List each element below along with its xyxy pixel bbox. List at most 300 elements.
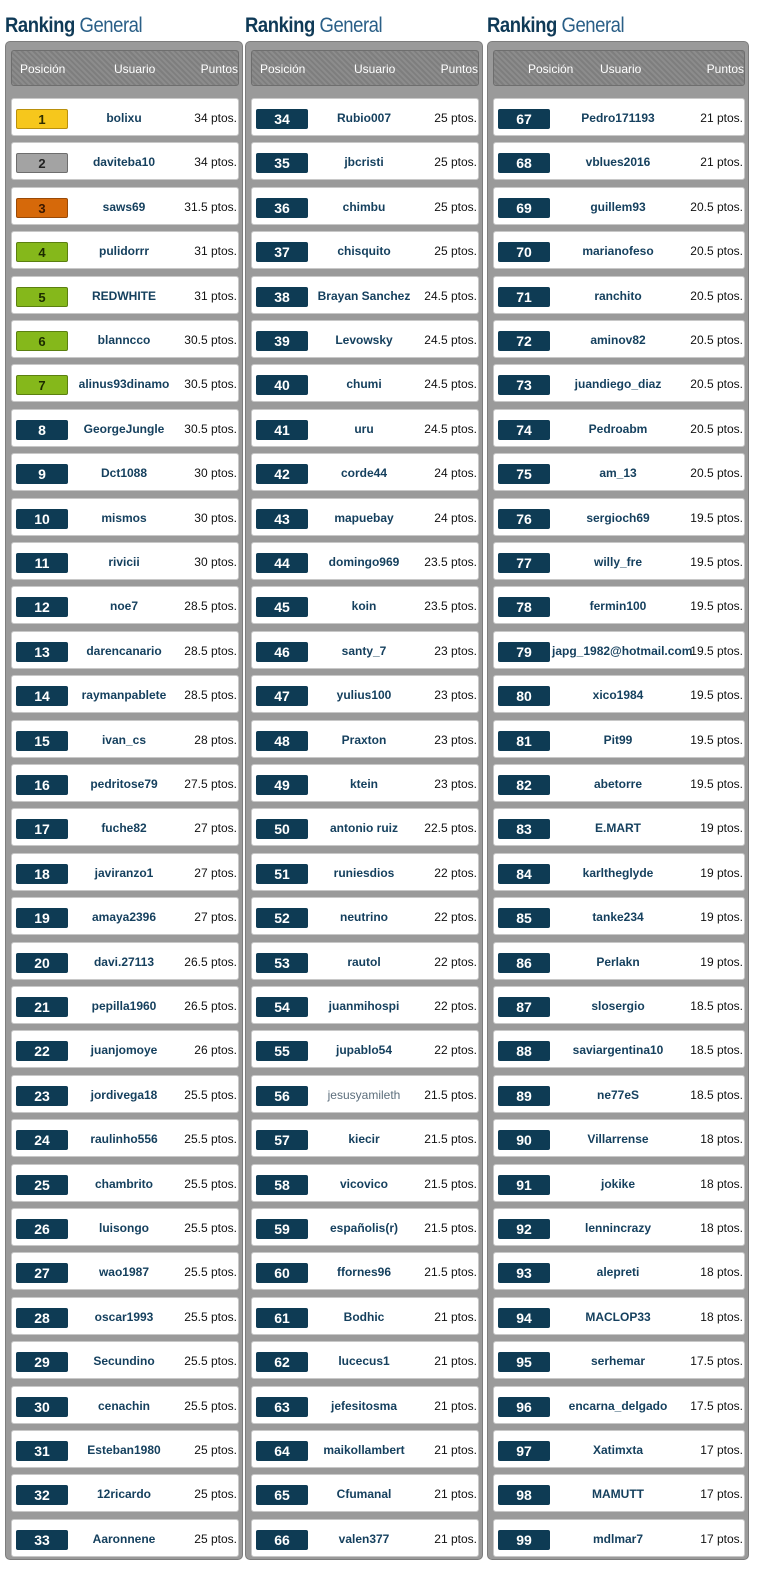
user-name[interactable]: luisongo	[99, 1221, 149, 1235]
points-value: 34 ptos.	[194, 155, 237, 170]
user-name[interactable]: encarna_delgado	[568, 1398, 668, 1413]
position-badge: 86	[498, 953, 550, 973]
ranking-row	[493, 1075, 745, 1113]
position-badge: 85	[498, 908, 550, 928]
user-name[interactable]: mdlmar7	[592, 1531, 644, 1546]
user-name[interactable]: jokike	[600, 1176, 636, 1191]
position-badge: 47	[256, 686, 308, 706]
user-name[interactable]: Perlakn	[596, 954, 640, 969]
user-name[interactable]: Aaronnene	[92, 1531, 156, 1546]
position-badge: 19	[16, 908, 68, 928]
position-badge: 53	[256, 953, 308, 973]
user-name[interactable]: cenachin	[97, 1398, 151, 1413]
position-badge: 79	[498, 642, 550, 662]
ranking-row	[11, 1297, 239, 1335]
user-name[interactable]: aminov82	[590, 333, 646, 347]
points-value: 25 ptos.	[194, 1531, 237, 1546]
ranking-row	[493, 1164, 745, 1202]
points-value: 18 ptos.	[700, 1132, 743, 1147]
user-name[interactable]: saws69	[102, 199, 146, 214]
position-badge: 38	[256, 287, 308, 307]
ranking-row	[11, 1208, 239, 1246]
position-badge: 13	[16, 642, 68, 662]
points-value: 20.5 ptos.	[690, 199, 743, 214]
user-name[interactable]: koin	[351, 599, 377, 614]
ranking-row	[493, 231, 745, 269]
ranking-row	[251, 720, 479, 758]
user-name[interactable]: Brayan Sanchez	[317, 288, 411, 303]
user-name[interactable]: tanke234	[592, 910, 644, 925]
position-badge: 92	[498, 1219, 550, 1239]
user-name[interactable]: vblues2016	[585, 155, 651, 170]
position-badge: 10	[16, 509, 68, 529]
position-badge: 55	[256, 1041, 308, 1061]
user-name[interactable]: juanjomoye	[90, 1043, 158, 1058]
points-value: 24.5 ptos.	[424, 377, 477, 392]
position-badge: 52	[256, 908, 308, 928]
ranking-row	[251, 1252, 479, 1290]
position-badge: 23	[16, 1086, 68, 1106]
points-value: 27 ptos.	[194, 821, 237, 836]
user-name[interactable]: Levowsky	[335, 333, 393, 347]
ranking-row	[251, 409, 479, 447]
ranking-row	[251, 364, 479, 402]
ranking-row	[493, 675, 745, 713]
user-name[interactable]: maikollambert	[323, 1443, 405, 1457]
position-badge: 26	[16, 1219, 68, 1239]
header-position: Posición	[528, 62, 574, 76]
user-name[interactable]: karltheglyde	[582, 865, 654, 880]
user-name[interactable]: jordivega18	[90, 1087, 158, 1102]
user-name[interactable]: corde44	[340, 466, 388, 481]
points-value: 25.5 ptos.	[184, 1176, 237, 1191]
position-badge: 75	[498, 464, 550, 484]
ranking-row	[493, 98, 745, 136]
points-value: 25.5 ptos.	[184, 1132, 237, 1147]
points-value: 30.5 ptos.	[184, 421, 237, 436]
points-value: 27 ptos.	[194, 910, 237, 925]
points-value: 25 ptos.	[194, 1487, 237, 1502]
user-name[interactable]: GeorgeJungle	[83, 421, 165, 436]
user-name[interactable]: noe7	[109, 599, 138, 614]
header-position: Posición	[20, 62, 66, 76]
points-value: 20.5 ptos.	[690, 244, 743, 259]
ranking-panel	[245, 41, 483, 1560]
ranking-row	[11, 1341, 239, 1379]
user-name[interactable]: juanmihospi	[328, 999, 400, 1013]
user-name[interactable]: antonio ruiz	[330, 821, 398, 836]
user-name[interactable]: bolixu	[106, 111, 142, 125]
ranking-row	[251, 1075, 479, 1113]
ranking-row	[251, 1030, 479, 1068]
user-name[interactable]: marianofeso	[582, 244, 654, 259]
user-name[interactable]: chimbu	[342, 199, 386, 214]
position-badge: 42	[256, 464, 308, 484]
ranking-column-2	[245, 0, 483, 1568]
points-value: 23.5 ptos.	[424, 599, 477, 614]
user-name[interactable]: Xatimxta	[592, 1443, 644, 1457]
user-name[interactable]: pulidorrr	[99, 244, 149, 259]
ranking-row	[11, 1519, 239, 1557]
position-badge: 22	[16, 1041, 68, 1061]
points-value: 31 ptos.	[194, 244, 237, 259]
points-value: 22 ptos.	[434, 1043, 477, 1058]
points-value: 21 ptos.	[434, 1398, 477, 1413]
points-value: 22 ptos.	[434, 910, 477, 925]
ranking-row	[251, 1474, 479, 1512]
position-badge: 98	[498, 1485, 550, 1505]
points-value: 30.5 ptos.	[184, 377, 237, 392]
points-value: 30 ptos.	[194, 510, 237, 525]
points-value: 23 ptos.	[434, 643, 477, 658]
user-name[interactable]: am_13	[599, 466, 637, 481]
position-badge: 30	[16, 1397, 68, 1417]
ranking-row	[251, 1119, 479, 1157]
position-badge: 24	[16, 1130, 68, 1150]
position-badge: 82	[498, 775, 550, 795]
user-name[interactable]: ktein	[349, 777, 378, 791]
ranking-panel	[487, 41, 749, 1560]
position-badge: 78	[498, 597, 550, 617]
position-badge: 6	[16, 331, 68, 351]
position-badge: 69	[498, 198, 550, 218]
ranking-row	[11, 1075, 239, 1113]
header-user: Usuario	[354, 62, 396, 76]
ranking-row	[251, 942, 479, 980]
ranking-row	[493, 542, 745, 580]
user-name[interactable]: santy_7	[341, 643, 387, 658]
position-badge: 93	[498, 1263, 550, 1283]
position-badge: 7	[16, 375, 68, 395]
points-value: 17 ptos.	[700, 1531, 743, 1546]
user-name[interactable]: Esteban1980	[87, 1443, 161, 1457]
user-name[interactable]: abetorre	[593, 777, 643, 791]
user-name[interactable]: ne77eS	[596, 1087, 640, 1102]
position-badge: 9	[16, 464, 68, 484]
points-value: 19 ptos.	[700, 954, 743, 969]
user-name[interactable]: guillem93	[590, 199, 646, 214]
user-name[interactable]: 12ricardo	[96, 1487, 152, 1502]
position-badge: 65	[256, 1485, 308, 1505]
points-value: 18.5 ptos.	[690, 1043, 743, 1058]
points-value: 24.5 ptos.	[424, 288, 477, 303]
user-name[interactable]: sergioch69	[586, 510, 650, 525]
ranking-row	[11, 364, 239, 402]
user-name[interactable]: alinus93dinamo	[78, 377, 170, 392]
points-value: 24.5 ptos.	[424, 421, 477, 436]
user-name[interactable]: oscar1993	[94, 1309, 154, 1324]
ranking-row	[493, 409, 745, 447]
user-name[interactable]: mapuebay	[334, 510, 394, 525]
ranking-row	[251, 1164, 479, 1202]
table-header	[493, 50, 745, 86]
points-value: 19.5 ptos.	[690, 688, 743, 703]
position-badge: 18	[16, 864, 68, 884]
user-name[interactable]: españolis(r)	[329, 1221, 398, 1235]
user-name[interactable]: vicovico	[339, 1176, 389, 1191]
points-value: 25.5 ptos.	[184, 1354, 237, 1369]
position-badge: 45	[256, 597, 308, 617]
points-value: 19 ptos.	[700, 821, 743, 836]
points-value: 21 ptos.	[434, 1309, 477, 1324]
user-name[interactable]: Dct1088	[100, 466, 148, 481]
points-value: 22 ptos.	[434, 999, 477, 1013]
user-name[interactable]: Pedro171193	[581, 111, 655, 125]
position-badge: 72	[498, 331, 550, 351]
user-name[interactable]: wao1987	[98, 1265, 150, 1280]
user-name[interactable]: rivicii	[108, 555, 140, 569]
ranking-row	[11, 231, 239, 269]
user-name[interactable]: mismos	[101, 510, 147, 525]
ranking-panel	[5, 41, 243, 1560]
user-name[interactable]: amaya2396	[91, 910, 157, 925]
ranking-row	[11, 498, 239, 536]
user-name[interactable]: jesusyamileth	[327, 1087, 401, 1102]
ranking-row	[11, 98, 239, 136]
points-value: 21 ptos.	[434, 1443, 477, 1457]
ranking-row	[251, 1341, 479, 1379]
user-name[interactable]: willy_fre	[593, 555, 643, 569]
user-name[interactable]: raymanpablete	[81, 688, 167, 703]
position-badge: 29	[16, 1352, 68, 1372]
ranking-row	[11, 320, 239, 358]
position-badge: 51	[256, 864, 308, 884]
ranking-row	[251, 808, 479, 846]
ranking-column-3	[487, 0, 749, 1568]
ranking-row	[11, 453, 239, 491]
header-user: Usuario	[600, 62, 642, 76]
ranking-column-1	[5, 0, 243, 1568]
position-badge: 95	[498, 1352, 550, 1372]
position-badge: 73	[498, 375, 550, 395]
points-value: 21.5 ptos.	[424, 1132, 477, 1147]
user-name[interactable]: yulius100	[336, 688, 392, 703]
user-name[interactable]: neutrino	[340, 910, 388, 925]
points-value: 23 ptos.	[434, 777, 477, 791]
user-name[interactable]: raulinho556	[90, 1132, 158, 1147]
user-name[interactable]: kiecir	[348, 1132, 380, 1147]
user-name[interactable]: jupablo54	[335, 1043, 392, 1058]
user-name[interactable]: lucecus1	[338, 1354, 390, 1369]
position-badge: 2	[16, 153, 68, 173]
user-name[interactable]: MACLOP33	[585, 1309, 651, 1324]
points-value: 18 ptos.	[700, 1176, 743, 1191]
points-value: 25.5 ptos.	[184, 1309, 237, 1324]
ranking-row	[493, 1474, 745, 1512]
user-name[interactable]: rautol	[347, 954, 381, 969]
points-value: 25.5 ptos.	[184, 1398, 237, 1413]
ranking-row	[11, 631, 239, 669]
points-value: 26.5 ptos.	[184, 954, 237, 969]
user-name[interactable]: chumi	[346, 377, 382, 392]
points-value: 23.5 ptos.	[424, 555, 477, 569]
position-badge: 87	[498, 997, 550, 1017]
user-name[interactable]: pedritose79	[90, 777, 158, 791]
ranking-row	[251, 187, 479, 225]
ranking-row	[493, 320, 745, 358]
points-value: 21 ptos.	[700, 155, 743, 170]
user-name[interactable]: runiesdios	[333, 865, 395, 880]
user-name[interactable]: ivan_cs	[101, 732, 147, 747]
header-points: Puntos	[706, 62, 744, 76]
points-value: 25.5 ptos.	[184, 1265, 237, 1280]
user-name[interactable]: saviargentina10	[572, 1043, 664, 1058]
position-badge: 67	[498, 109, 550, 129]
ranking-row	[251, 1297, 479, 1335]
points-value: 19.5 ptos.	[690, 510, 743, 525]
user-name[interactable]: pepilla1960	[91, 999, 157, 1013]
user-name[interactable]: chisquito	[337, 244, 391, 259]
points-value: 30 ptos.	[194, 555, 237, 569]
points-value: 22 ptos.	[434, 954, 477, 969]
position-badge: 28	[16, 1308, 68, 1328]
user-name[interactable]: juandiego_diaz	[574, 377, 662, 392]
ranking-row	[251, 453, 479, 491]
ranking-row	[493, 1341, 745, 1379]
position-badge: 74	[498, 420, 550, 440]
position-badge: 68	[498, 153, 550, 173]
user-name[interactable]: uru	[354, 421, 374, 436]
user-name[interactable]: Villarrense	[587, 1132, 649, 1147]
user-name[interactable]: slosergio	[591, 999, 645, 1013]
user-name[interactable]: Bodhic	[343, 1309, 385, 1324]
position-badge: 44	[256, 553, 308, 573]
user-name[interactable]: E.MART	[595, 821, 641, 836]
user-name[interactable]: javiranzo1	[94, 865, 154, 880]
points-value: 22.5 ptos.	[424, 821, 477, 836]
points-value: 23 ptos.	[434, 688, 477, 703]
position-badge: 8	[16, 420, 68, 440]
ranking-row	[493, 1030, 745, 1068]
position-badge: 50	[256, 819, 308, 839]
ranking-row	[11, 187, 239, 225]
points-value: 24 ptos.	[434, 466, 477, 481]
user-name[interactable]: serhemar	[590, 1354, 646, 1369]
user-name[interactable]: chambrito	[94, 1176, 153, 1191]
user-name[interactable]: darencanario	[86, 643, 162, 658]
user-name[interactable]: daviteba10	[92, 155, 156, 170]
points-value: 17.5 ptos.	[690, 1354, 743, 1369]
position-badge: 59	[256, 1219, 308, 1239]
user-name[interactable]: valen377	[338, 1531, 390, 1546]
points-value: 34 ptos.	[194, 111, 237, 125]
points-value: 27 ptos.	[194, 865, 237, 880]
points-value: 18 ptos.	[700, 1221, 743, 1235]
user-name[interactable]: jefesitosma	[330, 1398, 398, 1413]
ranking-row	[493, 187, 745, 225]
user-name[interactable]: blanncco	[97, 333, 151, 347]
ranking-row	[251, 1386, 479, 1424]
header-user: Usuario	[114, 62, 156, 76]
ranking-row	[493, 720, 745, 758]
points-value: 28.5 ptos.	[184, 688, 237, 703]
ranking-row	[11, 1030, 239, 1068]
user-name[interactable]: fuche82	[101, 821, 147, 836]
user-name[interactable]: ffornes96	[336, 1265, 392, 1280]
user-name[interactable]: Rubio007	[336, 111, 391, 125]
position-badge: 3	[16, 198, 68, 218]
user-name[interactable]: domingo969	[328, 555, 400, 569]
ranking-row	[251, 675, 479, 713]
table-header	[11, 50, 239, 86]
points-value: 22 ptos.	[434, 865, 477, 880]
position-badge: 35	[256, 153, 308, 173]
ranking-row	[251, 542, 479, 580]
points-value: 28.5 ptos.	[184, 643, 237, 658]
points-value: 30.5 ptos.	[184, 333, 237, 347]
user-name[interactable]: lennincrazy	[584, 1221, 652, 1235]
user-name[interactable]: Cfumanal	[336, 1487, 392, 1502]
position-badge: 5	[16, 287, 68, 307]
points-value: 21.5 ptos.	[424, 1176, 477, 1191]
points-value: 28 ptos.	[194, 732, 237, 747]
ranking-row	[251, 231, 479, 269]
position-badge: 57	[256, 1130, 308, 1150]
position-badge: 43	[256, 509, 308, 529]
user-name[interactable]: Pit99	[603, 732, 633, 747]
user-name[interactable]: japg_1982@hotmail.com	[552, 643, 693, 658]
user-name[interactable]: MAMUTT	[592, 1487, 644, 1502]
position-badge: 60	[256, 1263, 308, 1283]
position-badge: 27	[16, 1263, 68, 1283]
points-value: 20.5 ptos.	[690, 466, 743, 481]
ranking-row	[11, 409, 239, 447]
points-value: 17 ptos.	[700, 1443, 743, 1457]
ranking-row	[11, 1164, 239, 1202]
user-name[interactable]: REDWHITE	[92, 288, 156, 303]
user-name[interactable]: Secundino	[93, 1354, 155, 1369]
header-points: Puntos	[200, 62, 238, 76]
ranking-row	[493, 142, 745, 180]
column-title: Ranking General	[487, 14, 625, 37]
ranking-row	[493, 276, 745, 314]
points-value: 19.5 ptos.	[690, 599, 743, 614]
ranking-row	[493, 1519, 745, 1557]
user-name[interactable]: Pedroabm	[588, 421, 648, 436]
ranking-row	[493, 1119, 745, 1157]
points-value: 18 ptos.	[700, 1265, 743, 1280]
user-name[interactable]: Praxton	[341, 732, 387, 747]
position-badge: 39	[256, 331, 308, 351]
position-badge: 70	[498, 242, 550, 262]
position-badge: 48	[256, 731, 308, 751]
user-name[interactable]: davi.27113	[93, 954, 155, 969]
position-badge: 40	[256, 375, 308, 395]
ranking-row	[251, 1519, 479, 1557]
points-value: 19.5 ptos.	[690, 777, 743, 791]
user-name[interactable]: jbcristi	[344, 155, 384, 170]
position-badge: 81	[498, 731, 550, 751]
points-value: 20.5 ptos.	[690, 377, 743, 392]
ranking-row	[251, 764, 479, 802]
position-badge: 66	[256, 1530, 308, 1550]
points-value: 31 ptos.	[194, 288, 237, 303]
user-name[interactable]: ranchito	[594, 288, 642, 303]
points-value: 17.5 ptos.	[690, 1398, 743, 1413]
ranking-row	[11, 1119, 239, 1157]
user-name[interactable]: fermin100	[589, 599, 647, 614]
ranking-row	[11, 1252, 239, 1290]
ranking-row	[493, 853, 745, 891]
points-value: 21 ptos.	[434, 1354, 477, 1369]
points-value: 19 ptos.	[700, 865, 743, 880]
position-badge: 90	[498, 1130, 550, 1150]
ranking-row	[11, 276, 239, 314]
user-name[interactable]: alepreti	[596, 1265, 640, 1280]
ranking-row	[11, 986, 239, 1024]
points-value: 24.5 ptos.	[424, 333, 477, 347]
user-name[interactable]: xico1984	[592, 688, 644, 703]
